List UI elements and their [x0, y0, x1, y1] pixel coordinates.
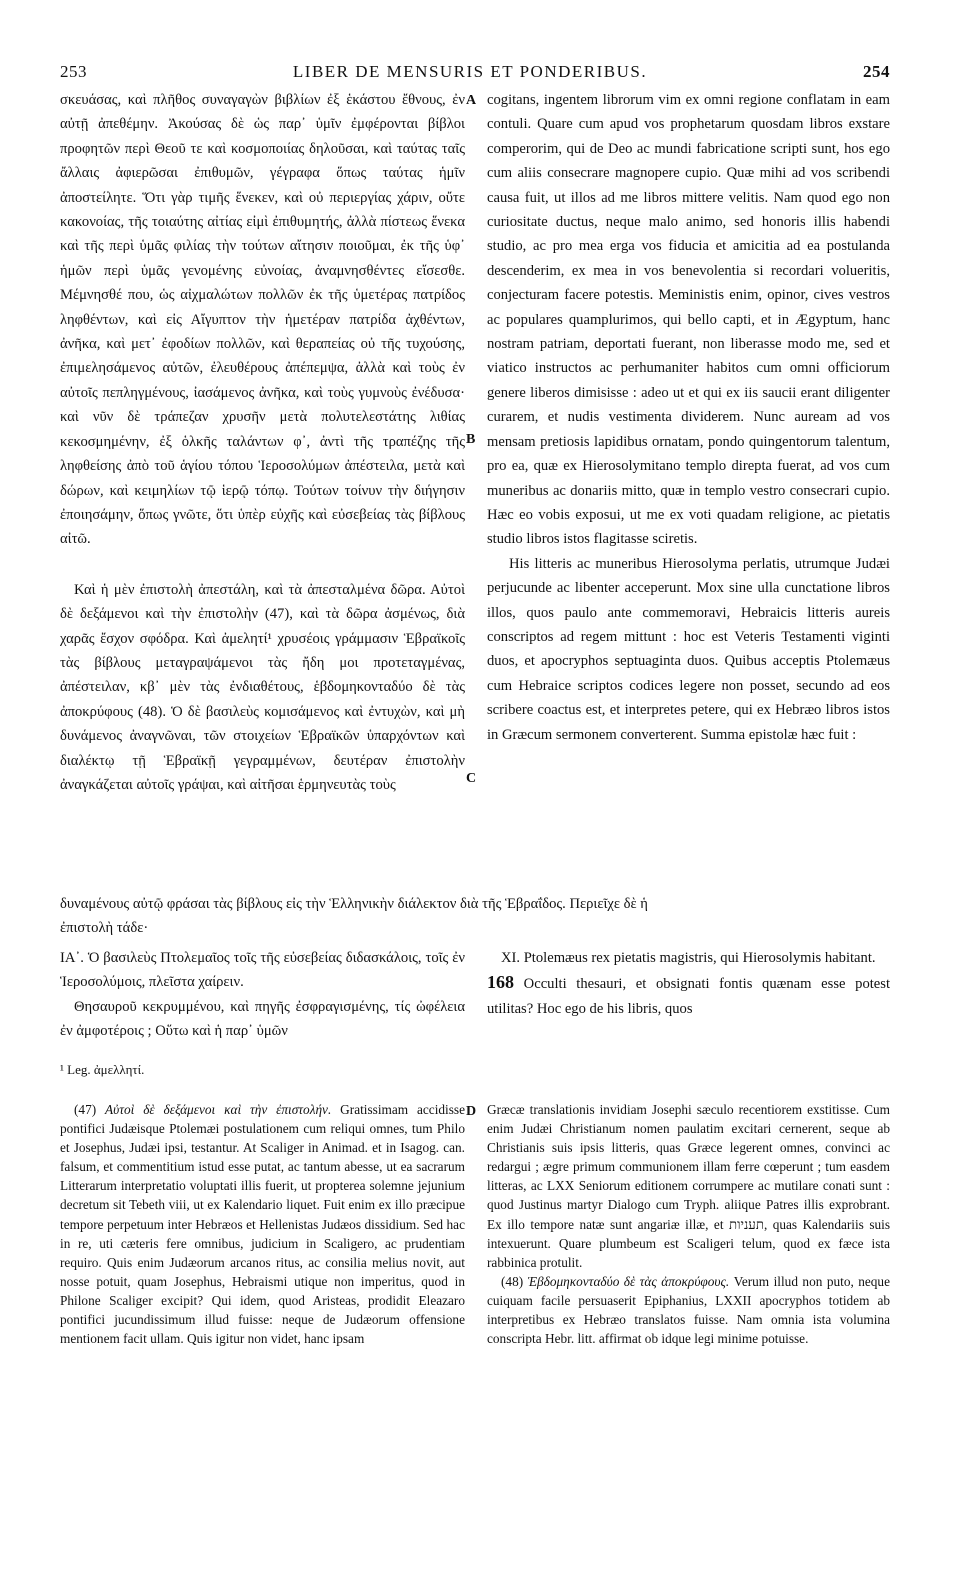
note-47-text: Gratissimam accidisse pontifici Judæisque Ptolemæi postulationem cum reliqui omnes, tum Philo et Josephus, Judæi ipsi, testantur. At Scaliger in Animad. et in Isagog. can. falsum, et commentitium istud esse putat, ac tantum abesse, ut ea sacrarum Litterarum interpretatio voluptati illis fuerit, ut propterea solemne jejunium decretum sit Tebeth viii, ut ex Kalendario liquet. Fuit enim ex illo præcipue tempore perpetuum inter Hebræos et Hellenistas Judæos dissidium. Sed hac in re, uti cæteris fere omnibus, judicium in Scaligero, ac prudentiam requiro. Quis enim Judæorum arcanos ritus, ac consilia melius novit, aut nosse potuit, quam Josephus, Hebraismi utique non imperitus, quod in Philone Scaliger excipit? Qui idem, quod Aristeas, prodidit Eleazaro pontifici jucundissimum illud fuisse: neque de Judæorum offensione mentionem facit ullam. Quis igitur non videt, hanc ipsam: [60, 1102, 465, 1347]
section-11-latin-text: Occulti thesauri, et obsignati fontis quænam esse potest utilitas? Hoc ego de his libris, quos: [487, 976, 891, 1017]
note-48-text: Verum illud non puto, neque cuiquam facile persuaserit Epiphanius, LXXII apocryphos totidem ab interpretibus ex Hebræo translatos fuisse. Nam omnia ista volumina conscripta Hebr. litt. affirmat ob idque legi minime potuisse.: [487, 1273, 890, 1347]
notes-right-column: [487, 1100, 890, 1348]
spanning-text: [60, 892, 890, 941]
greek-column: [60, 88, 465, 797]
page-number-left: 253: [60, 62, 87, 81]
footnote: ¹ Leg. ἀμελλητί.: [60, 1062, 145, 1077]
latin-paragraph-1: cogitans, ingentem librorum vim ex omni regione conflatam in eam contuli. Quare cum apud vos prophetarum quosdam libros exstare comperorim, qui de Deo ac mundi fabricatione scripti sunt, hos ego cum aliis consecrare magnopere cupio. Quæ mihi ad vos scribendi causa fuit, ut illos ad me libros mittere velitis. Nam quod ego non curiositate ductus, neque malo animo, sed honoris illis habendi studio, ac pro mea erga vos fiducia et amicitia ad ea postulanda descenderim, ex mea in vos benevolentia si recordari volueritis, conjecturam facere potestis. Meministis enim, opinor, cives vestros ac populares quamplurimos, qui bello capti, et in Ægyptum, hanc nostram patriam, deportati fuerant, non liberasse modo me, sed et viatico instructos ac perhumaniter habitos cum omni officiorum genere liberos dimisisse : adeo ut et qui ex iis saucii erant diligenter curarem, et nudis vestimenta dividerem. Nunc auream ad vos mensam pretiosis lapidibus ornatam, pondo quingentorum talentum, pro ea, quæ ex Hierosolymitano templo direpta fuerat, ad vos cum muneribus ac donariis mitto, quæ in templo vestro consecrari cupio. Hæc eo vobis exposui, ut me ex voti quadam religione, ac pietatis studio libros istos flagitasse sciretis.: [487, 92, 890, 548]
page-number-right: 254: [863, 62, 890, 81]
latin-column: [487, 88, 890, 747]
margin-letter-a: A: [466, 93, 477, 108]
section-11-greek-heading: ΙΑ᾽. Ὁ βασιλεὺς Πτολεμαῖος τοῖς τῆς εὐσεβείας διδασκάλοις, τοῖς ἐν Ἱεροσολύμοις, πλεῖστα χαίρειν.: [60, 950, 465, 991]
notes-right-paragraph: Græcæ translationis invidiam Josephi sæculo recentiorem exstitisse. Cum enim Judæi Christianum nomen paulatim excitari cernerent, seque ab Christianis suis ipsis litteris, quas Græce legerent omnes, convinci ac redargui ; ægre primum communionem illam ferre cœperunt ; tum easdem litteras, ac LXX Seniorum editionem corrumpere ac mutilare conati sunt : quod Justinus martyr Dialogo cum Tryph. aliique Patres illis exprobrant. Ex illo tempore natæ sunt angariæ illæ, et תעניות, quas Kalendariis suis intexuerunt. Quare plumbeum est Scaligeri telum, quod ex fæce ista rabbinica protulit.: [487, 1102, 891, 1270]
note-47-lemma: Αὐτοὶ δὲ δεξάμενοι καὶ τὴν ἐπιστολήν.: [105, 1102, 332, 1117]
running-head: [60, 62, 890, 86]
note-47-label: (47): [74, 1102, 97, 1117]
greek-paragraph-2: Καὶ ἡ μὲν ἐπιστολὴ ἀπεστάλη, καὶ τὰ ἀπεσταλμένα δῶρα. Αὐτοὶ δὲ δεξάμενοι καὶ τὴν ἐπιστολὴν (47), καὶ τὰ δῶρα ἀσμένως, διὰ χαρᾶς ἔσχον σφόδρα. Καὶ ἀμελητί¹ χρυσέοις γράμμασιν Ἑβραϊκοῖς τὰς βίβλους μεταγραψάμενοι τὰς ἤδη μοι προτεταγμένας, ἀπέστειλαν, κβ᾽ μὲν τὰς ἐνδιαθέτους, ἑβδομηκονταδύο δὲ τὰς ἀποκρύφους (48). Ὁ δὲ βασιλεὺς κομισάμενος καὶ ἐντυχὼν, καὶ μὴ δυνάμενος ἀναγνῶναι, τῶν στοιχείων Ἑβραϊκῶν ὑπαρχόντων καὶ διαλέκτῳ τῇ Ἑβραϊκῇ γεγραμμένων, δευτέραν ἐπιστολὴν ἀναγκάζεται αὐτοῖς γράψαι, καὶ αἰτῆσαι ἑρμηνευτὰς τοὺς: [60, 581, 465, 793]
page-title: LIBER DE MENSURIS ET PONDERIBUS.: [292, 62, 648, 81]
section-11-greek-text: Θησαυροῦ κεκρυμμένου, καὶ πηγῆς ἐσφραγισμένης, τίς ὠφέλεια ἐν ἀμφοτέροις ; Οὕτω καὶ ἡ παρ᾽ ὑμῶν: [60, 998, 465, 1040]
note-48-lemma: Ἑβδομηκονταδύο δὲ τὰς ἀποκρύφους.: [527, 1273, 730, 1289]
spanning-line-1: δυναμένους αὐτῷ φράσαι τὰς βίβλους εἰς τὴν Ἑλληνικὴν διάλεκτον διὰ τῆς Ἑβραΐδος. Περιεῖχε δὲ ἡ: [60, 896, 648, 912]
greek-paragraph-1: σκευάσας, καὶ πλῆθος συναγαγὼν βιβλίων ἐξ ἑκάστου ἔθνους, ἐν αὐτῇ ἀπεθέμην. Ἀκούσας δὲ ὡς παρ᾽ ὑμῖν ἐμφέρονται βίβλοι προφητῶν περὶ Θεοῦ τε καὶ κοσμοποιίας δηλοῦσαι, καὶ ταύτας ταῖς ἄλλαις ἀφιερῶσαι ἐπιθυμῶν, γέγραφα ὅπως ταύτας ἡμῖν ἀποστείλητε. Ὅτι γὰρ τιμῆς ἕνεκεν, καὶ οὐ περιεργίας χάριν, οὔτε κακονοίας, τῆς τοιαύτης αἰτίας εἰμὶ ἐπιθυμητής, ἀλλὰ πίστεως ἕνεκα καὶ τῆς περὶ ὑμᾶς φιλίας τὴν τούτων αἴτησιν ποιοῦμαι, ἐκ τῆς ὑφ᾽ ἡμῶν περὶ ὑμᾶς γενομένης εὐνοίας, ἀναμνησθέντες εἴσεσθε. Μέμνησθέ που, ὡς αἰχμαλώτων πολλῶν ἐκ τῆς ὑμετέρας πατρίδος ληφθέντων, καὶ εἰς Αἴγυπτον τὴν ἡμετέραν πατρίδα ἀχθέντων, ἀνῆκα, καὶ μετ᾽ ἐφοδίων πολλῶν, καὶ θεραπείας οὐ τῆς τυχούσης, ἐπιμελησάμενος αὐτῶν, ἐλευθέρους ἀπέπεμψα, ἀλλὰ καὶ τοὺς ἐν αὐτοῖς πεπληγμένους, ἰασάμενος ἀνῆκα, καὶ τοὺς γυμνοὺς ἐνέδυσα· καὶ νῦν δὲ τράπεζαν χρυσῆν μετὰ πολυτελεστάτης λιθίας κεκοσμημένην, ἐξ ὁλκῆς ταλάντων φ᾽, ἀντὶ τῆς τραπέζης τῆς ληφθείσης ἀπὸ τοῦ ἁγίου τόπου Ἱεροσολύμων ἀπέστειλα, μετὰ καὶ δώρων, καὶ κειμηλίων τῷ ἱερῷ τόπῳ. Τούτων τοίνυν τὴν διήγησιν ἐποιησάμην, ὅπως γνῶτε, ὅτι ὑπὲρ εὐχῆς καὶ εὐσεβείας τὰς βίβλους αἰτῶ.: [60, 92, 465, 548]
notes-left-column: [60, 1100, 465, 1348]
spanning-line-2: ἐπιστολὴ τάδε·: [60, 920, 149, 937]
margin-letter-c: C: [466, 771, 477, 786]
section-11-latin: [487, 946, 890, 1021]
latin-paragraph-2: His litteris ac muneribus Hierosolyma perlatis, utrumque Judæi perjucunde ac libenter acceperunt. Mox sine ulla cunctatione libros illos, quos paulo ante commemoravi, Hebraicis litteris aureis conscriptos ad regem mittunt : hoc est Veteris Testamenti viginti duos, et apocryphos septuaginta duos. Quibus acceptis Ptolemæus cum Hebraice scriptos codices legere non posset, secundo ad eos scribere coactus est, et interpretes petere, qui ex Hebræo libros istos in Græcum sermonem converterent. Summa epistolæ hæc fuit :: [487, 555, 890, 743]
note-48-label: (48): [501, 1273, 524, 1289]
section-11-latin-heading: XI. Ptolemæus rex pietatis magistris, qui Hierosolymis habitant.: [501, 950, 876, 966]
section-11-greek: [60, 946, 465, 1044]
margin-letter-d: D: [466, 1104, 477, 1119]
margin-letter-b: B: [466, 432, 476, 447]
column-number: 168: [487, 972, 514, 993]
